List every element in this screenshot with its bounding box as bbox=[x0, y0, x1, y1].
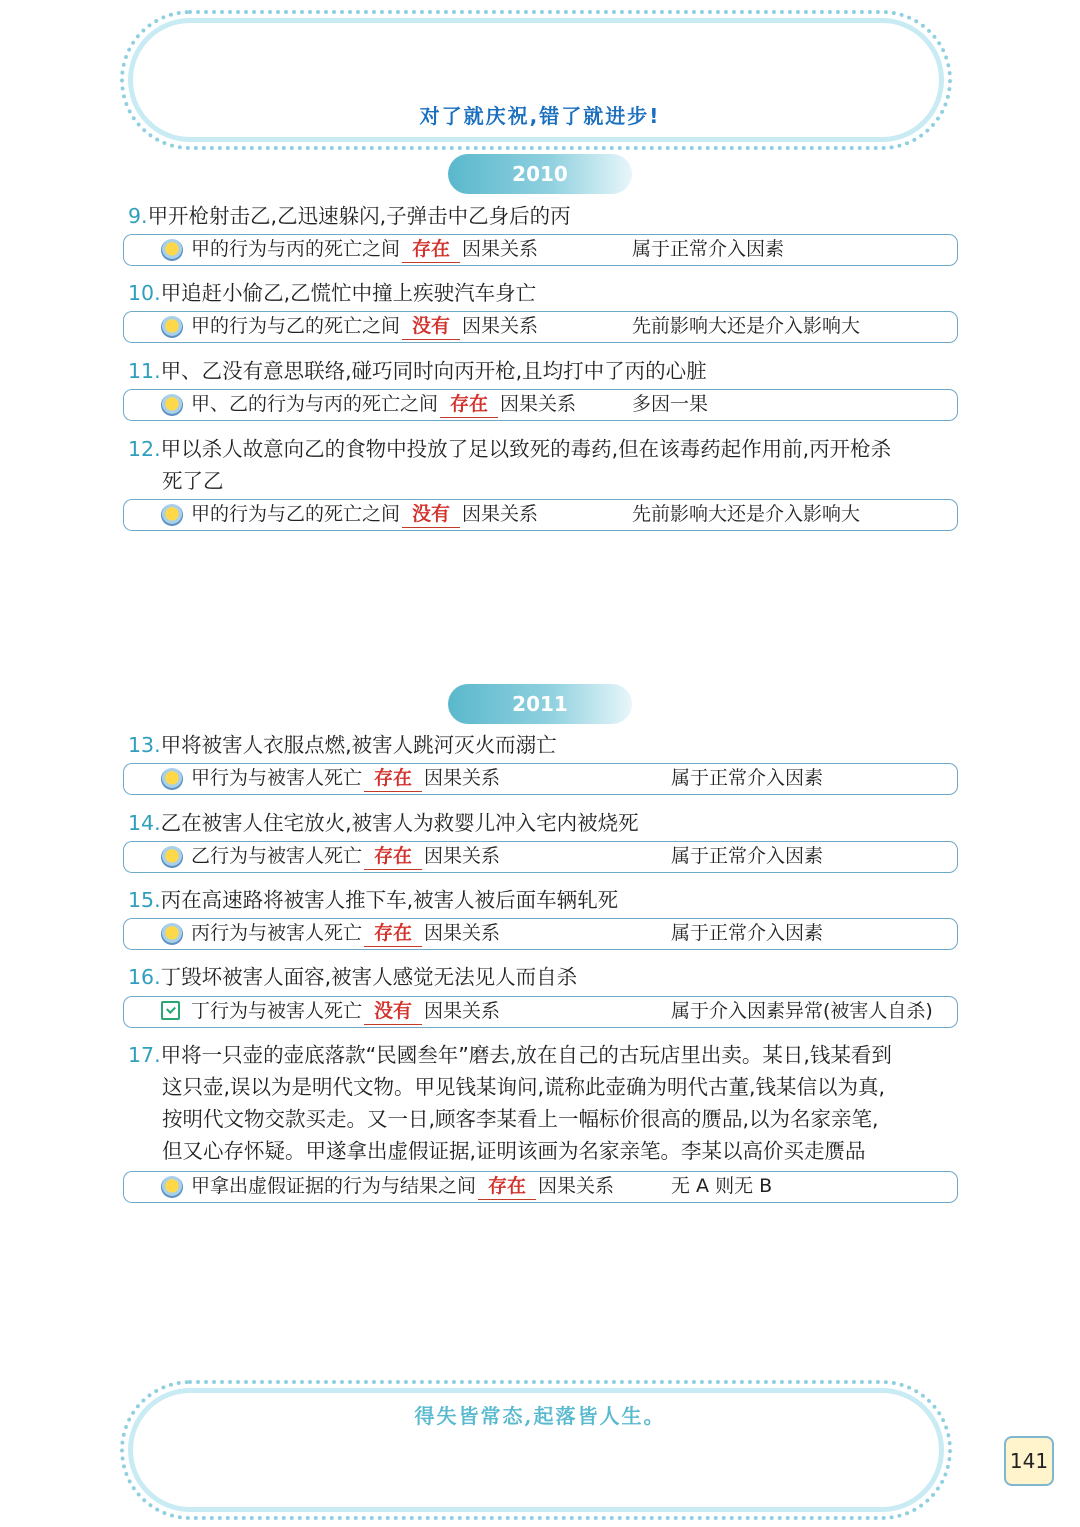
question-text: 甲将一只壶的壶底落款“民國叁年”磨去,放在自己的古玩店里出卖。某日,钱某看到 bbox=[160, 1043, 892, 1067]
answer-blank: 存在 bbox=[478, 1174, 536, 1200]
question-12 bbox=[128, 433, 958, 497]
answer-text: 甲、乙的行为与丙的死亡之间 存在 因果关系 bbox=[191, 390, 576, 419]
question-text-line2: 这只壶,误以为是明代文物。甲见钱某询问,谎称此壶确为明代古董,钱某信以为真, bbox=[162, 1075, 886, 1099]
answer-note: 多因一果 bbox=[632, 393, 709, 415]
answer-blank: 没有 bbox=[402, 502, 460, 528]
answer-text: 乙行为与被害人死亡 存在 因果关系 bbox=[191, 842, 500, 871]
answer-text: 甲的行为与乙的死亡之间 没有 因果关系 bbox=[191, 500, 538, 529]
year-badge-2011: 2011 bbox=[448, 684, 632, 724]
answer-blank: 存在 bbox=[440, 392, 498, 418]
answer-blank: 没有 bbox=[364, 999, 422, 1025]
answer-text: 丙行为与被害人死亡 存在 因果关系 bbox=[191, 919, 500, 948]
question-text: 甲、乙没有意思联络,碰巧同时向丙开枪,且均打中了丙的心脏 bbox=[160, 359, 707, 383]
spongebob-icon bbox=[161, 846, 183, 868]
question-16 bbox=[128, 961, 958, 993]
answer-note: 属于正常介入因素 bbox=[671, 922, 824, 944]
answer-text: 甲行为与被害人死亡 存在 因果关系 bbox=[191, 764, 500, 793]
spongebob-icon bbox=[161, 923, 183, 945]
answer-text: 甲的行为与乙的死亡之间 没有 因果关系 bbox=[191, 312, 538, 341]
question-number: 17. bbox=[128, 1043, 161, 1067]
question-17 bbox=[128, 1039, 958, 1167]
answer-box-9 bbox=[123, 234, 958, 266]
page-number: 141 bbox=[1004, 1436, 1054, 1486]
answer-box-12 bbox=[123, 499, 958, 531]
spongebob-icon bbox=[161, 316, 183, 338]
question-number: 12. bbox=[128, 437, 161, 461]
answer-note: 属于正常介入因素 bbox=[671, 767, 824, 789]
year-badge-2010: 2010 bbox=[448, 154, 632, 194]
answer-blank: 存在 bbox=[402, 237, 460, 263]
question-number: 10. bbox=[128, 281, 161, 305]
question-text: 甲将被害人衣服点燃,被害人跳河灭火而溺亡 bbox=[160, 733, 557, 757]
question-number: 11. bbox=[128, 359, 161, 383]
question-text: 丙在高速路将被害人推下车,被害人被后面车辆轧死 bbox=[160, 888, 619, 912]
question-text: 甲追赶小偷乙,乙慌忙中撞上疾驶汽车身亡 bbox=[160, 281, 537, 305]
answer-box-13 bbox=[123, 763, 958, 795]
question-text: 丁毁坏被害人面容,被害人感觉无法见人而自杀 bbox=[160, 965, 578, 989]
answer-text: 丁行为与被害人死亡 没有 因果关系 bbox=[191, 997, 500, 1026]
question-13 bbox=[128, 729, 958, 761]
answer-box-15 bbox=[123, 918, 958, 950]
question-10 bbox=[128, 277, 958, 309]
question-text: 乙在被害人住宅放火,被害人为救婴儿冲入宅内被烧死 bbox=[160, 811, 639, 835]
question-9 bbox=[128, 200, 958, 232]
question-text-line4: 但又心存怀疑。甲遂拿出虚假证据,证明该画为名家亲笔。李某以高价买走赝品 bbox=[162, 1139, 866, 1163]
header-frame bbox=[120, 10, 952, 150]
spongebob-icon bbox=[161, 239, 183, 261]
question-number: 9. bbox=[128, 204, 148, 228]
answer-text: 甲的行为与丙的死亡之间 存在 因果关系 bbox=[191, 235, 538, 264]
answer-note: 无 A 则无 B bbox=[671, 1175, 773, 1197]
answer-box-16 bbox=[123, 996, 958, 1028]
answer-box-17 bbox=[123, 1171, 958, 1203]
answer-note: 先前影响大还是介入影响大 bbox=[632, 315, 861, 337]
answer-blank: 存在 bbox=[364, 921, 422, 947]
answer-box-10 bbox=[123, 311, 958, 343]
question-number: 13. bbox=[128, 733, 161, 757]
spongebob-icon bbox=[161, 1176, 183, 1198]
bookmark-check-icon bbox=[161, 1001, 180, 1020]
spongebob-icon bbox=[161, 504, 183, 526]
answer-text: 甲拿出虚假证据的行为与结果之间 存在 因果关系 bbox=[191, 1172, 614, 1201]
question-11 bbox=[128, 355, 958, 387]
answer-note: 属于介入因素异常(被害人自杀) bbox=[671, 1000, 933, 1022]
question-number: 16. bbox=[128, 965, 161, 989]
question-text: 甲以杀人故意向乙的食物中投放了足以致死的毒药,但在该毒药起作用前,丙开枪杀 bbox=[160, 437, 892, 461]
question-15 bbox=[128, 884, 958, 916]
question-14 bbox=[128, 807, 958, 839]
answer-blank: 没有 bbox=[402, 314, 460, 340]
footer-motto: 得失皆常态,起落皆人生。 bbox=[414, 1404, 666, 1428]
question-text-line2: 死了乙 bbox=[162, 469, 224, 493]
question-number: 15. bbox=[128, 888, 161, 912]
answer-blank: 存在 bbox=[364, 766, 422, 792]
answer-note: 属于正常介入因素 bbox=[671, 845, 824, 867]
answer-note: 先前影响大还是介入影响大 bbox=[632, 503, 861, 525]
answer-box-14 bbox=[123, 841, 958, 873]
question-text-line3: 按明代文物交款买走。又一日,顾客李某看上一幅标价很高的赝品,以为名家亲笔, bbox=[162, 1107, 879, 1131]
answer-box-11 bbox=[123, 389, 958, 421]
spongebob-icon bbox=[161, 394, 183, 416]
answer-note: 属于正常介入因素 bbox=[632, 238, 785, 260]
question-text: 甲开枪射击乙,乙迅速躲闪,子弹击中乙身后的丙 bbox=[147, 204, 571, 228]
question-number: 14. bbox=[128, 811, 161, 835]
answer-blank: 存在 bbox=[364, 844, 422, 870]
header-motto: 对了就庆祝,错了就进步! bbox=[419, 104, 661, 128]
spongebob-icon bbox=[161, 768, 183, 790]
